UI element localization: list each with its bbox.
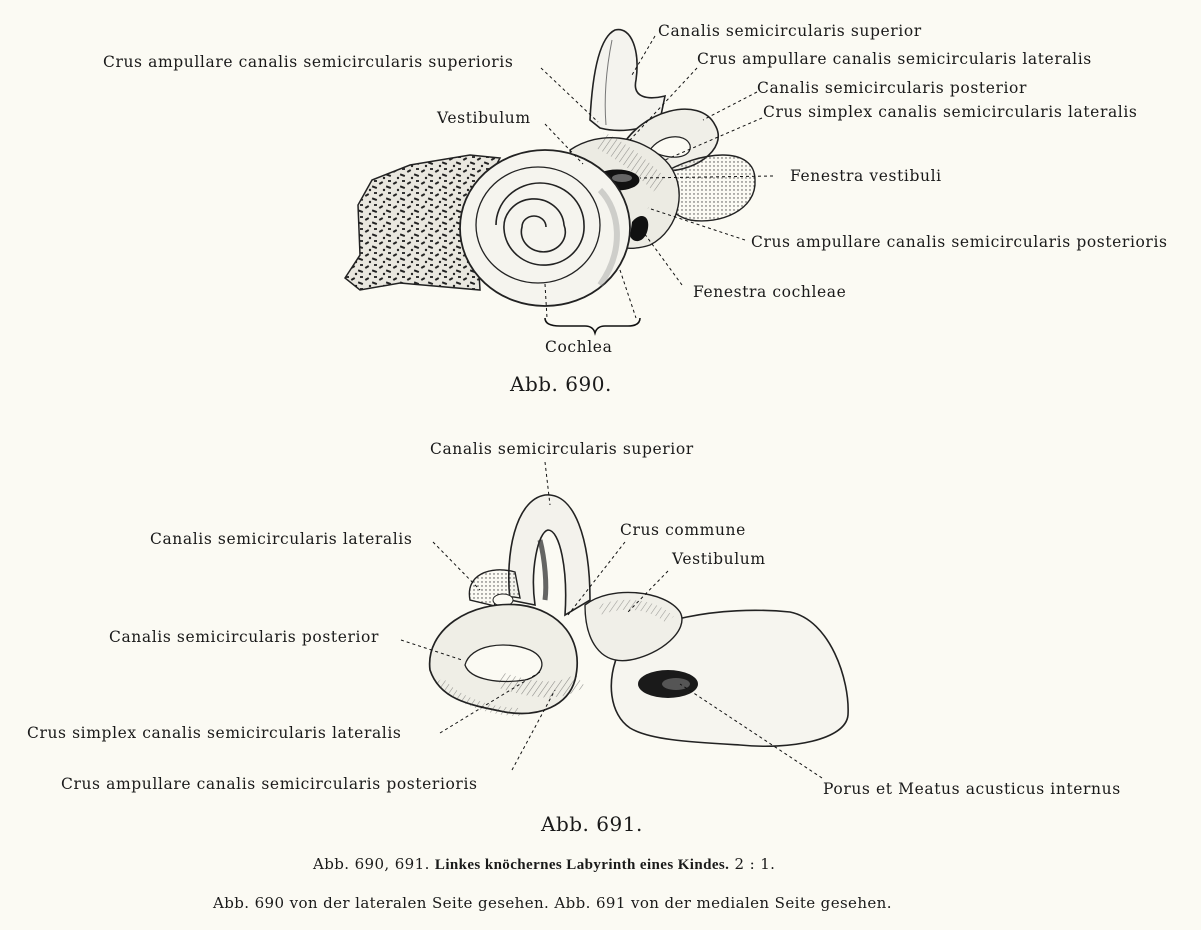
cochlea-brace-690 bbox=[545, 318, 640, 333]
label-690-canalis-sup: Canalis semicircularis superior bbox=[658, 22, 922, 40]
superior-canal-690 bbox=[590, 30, 665, 131]
label-691-canalis-post: Canalis semicircularis posterior bbox=[109, 628, 379, 646]
label-690-fenestra-vestibuli: Fenestra vestibuli bbox=[790, 167, 942, 185]
figure-691-title: Abb. 691. bbox=[541, 812, 643, 836]
caption-line-1 bbox=[313, 855, 775, 874]
label-690-crus-amp-post: Crus ampullare canalis semicircularis posterioris bbox=[751, 233, 1168, 251]
caption-prefix: Abb. 690, 691. bbox=[313, 855, 430, 873]
caption-line-2: Abb. 690 von der lateralen Seite gesehen. Abb. 691 von der medialen Seite gesehen. bbox=[213, 894, 892, 912]
label-691-canalis-lat: Canalis semicircularis lateralis bbox=[150, 530, 413, 548]
label-691-canalis-sup: Canalis semicircularis superior bbox=[430, 440, 694, 458]
label-691-vestibulum: Vestibulum bbox=[672, 550, 766, 568]
superior-canal-691 bbox=[509, 495, 590, 615]
label-691-crus-amp-post: Crus ampullare canalis semicircularis posterioris bbox=[61, 775, 478, 793]
label-690-crus-amp-lat: Crus ampullare canalis semicircularis lateralis bbox=[697, 50, 1092, 68]
figure-690-drawing bbox=[345, 30, 755, 306]
leader-690-crus-amp-sup bbox=[541, 68, 598, 122]
label-691-porus: Porus et Meatus acusticus internus bbox=[823, 780, 1121, 798]
caption-bold-title: Linkes knöchernes Labyrinth eines Kindes. bbox=[434, 857, 730, 873]
label-690-fenestra-cochleae: Fenestra cochleae bbox=[693, 283, 847, 301]
leader-690-fenestra-cochleae bbox=[644, 233, 682, 285]
label-690-crus-simplex: Crus simplex canalis semicircularis lateralis bbox=[763, 103, 1138, 121]
label-690-vestibulum: Vestibulum bbox=[437, 109, 531, 127]
figure-690-title: Abb. 690. bbox=[510, 372, 612, 396]
label-690-canalis-post: Canalis semicircularis posterior bbox=[757, 79, 1027, 97]
leader-690-canalis-post bbox=[703, 92, 757, 120]
cochlea-690 bbox=[460, 150, 630, 306]
leader-690-cochlea-right bbox=[620, 270, 636, 318]
label-690-crus-amp-sup: Crus ampullare canalis semicircularis superioris bbox=[103, 53, 514, 71]
label-691-crus-commune: Crus commune bbox=[620, 521, 746, 539]
caption-scale: 2 : 1. bbox=[734, 855, 776, 873]
label-691-crus-simplex: Crus simplex canalis semicircularis lateralis bbox=[27, 724, 402, 742]
label-690-cochlea: Cochlea bbox=[545, 338, 613, 356]
